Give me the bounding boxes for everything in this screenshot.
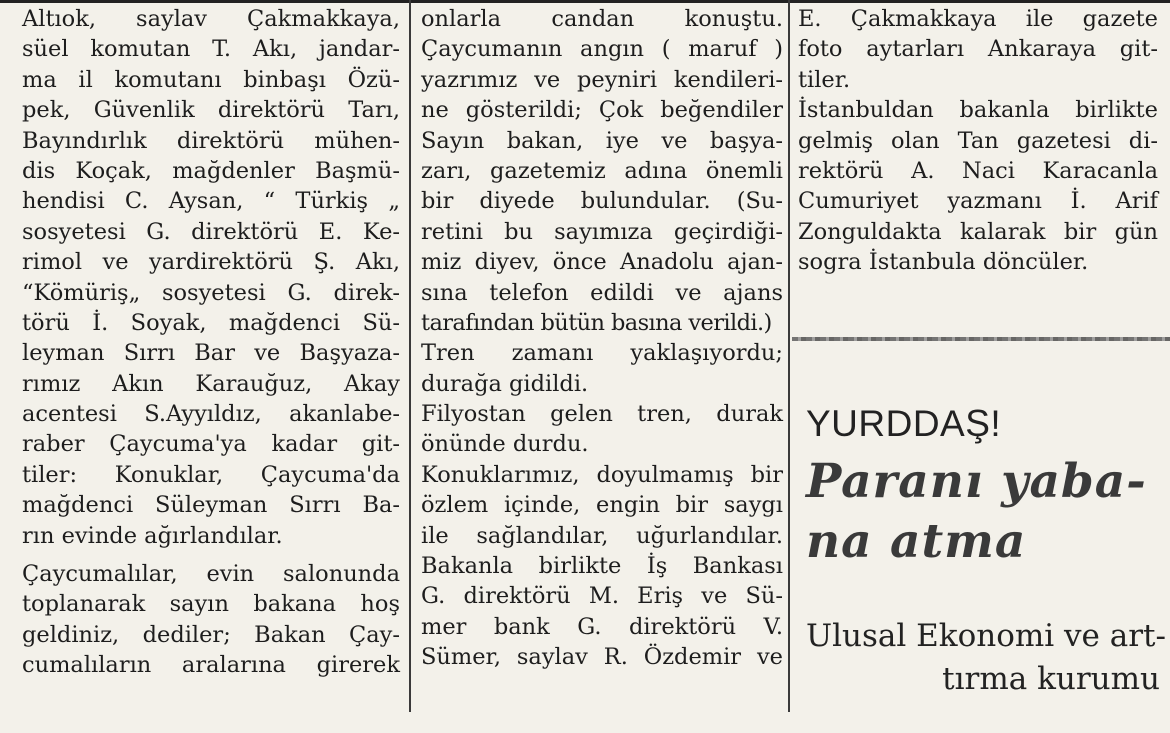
text-line: “Kömüriş„ sosyetesi G. direk- [22,279,400,306]
text-line: Altıok, saylav Çakmakkaya, [22,6,400,32]
text-line: G. direktörü M. Eriş ve Sü- [421,583,783,610]
text-line: miz diyev, önce Anadolu ajan- [421,249,783,276]
text-line: gelmiş olan Tan gazetesi di- [798,127,1158,154]
text-line: mağdenci Süleyman Sırrı Ba- [22,492,400,519]
text-line: tarafından bütün basına verildi.) [421,309,772,336]
text-line: Bayındırlık direktörü mühen- [22,127,400,154]
text-line: leyman Sırrı Bar ve Başyaza- [22,340,400,367]
ad-organization-line: Ulusal Ekonomi ve art- [806,618,1166,654]
text-line: Sayın bakan, iye ve başya- [421,127,783,154]
article-column-3 [798,4,1158,278]
text-line: Cumuriyet yazmanı İ. Arif [798,188,1158,215]
text-line: süel komutan T. Akı, jandar- [22,36,400,63]
text-line: ne gösterildi; Çok beğendiler [421,97,783,124]
text-line: cumalıların aralarına girerek [22,652,400,679]
ad-organization [806,615,1166,701]
text-line: hendisi C. Aysan, “ Türkiş „ [22,188,400,215]
ad-headline: YURDDAŞ! [806,403,1002,444]
text-line: rın evinde ağırlandılar. [22,522,283,549]
text-line: foto aytarları Ankaraya git- [798,36,1158,63]
text-line: rimol ve yardirektörü Ş. Akı, [22,249,400,276]
text-line: önünde durdu. [421,431,589,458]
text-line: Sümer, saylav R. Özdemir ve [421,644,783,671]
text-line: Zonguldakta kalarak bir gün [798,218,1158,245]
ad-slogan [806,452,1166,572]
text-line: zarı, gazetemiz adına önemli [421,157,783,184]
text-line: sogra İstanbula döncüler. [798,249,1089,276]
text-line: Çaycumanın angın ( maruf ) [421,36,783,63]
text-line: geldiniz, dediler; Bakan Çay- [22,621,400,648]
text-line: Çaycumalılar, evin salonunda [22,561,400,588]
ad-slogan-line: na atma [806,514,1027,569]
text-line: ile sağlandılar, uğurlandılar. [421,522,783,549]
text-line: raber Çaycuma'ya kadar git- [22,431,400,458]
text-line: onlarla candan konuştu. [421,6,783,32]
article-column-2 [421,4,783,673]
text-line: sına telefon edildi ve ajans [421,279,783,306]
text-line: E. Çakmakkaya ile gazete [798,6,1158,32]
text-line: sosyetesi G. direktörü E. Ke- [22,218,400,245]
text-line: Tren zamanı yaklaşıyordu; [421,340,783,367]
text-line: Bakanla birlikte İş Bankası [421,553,783,580]
text-line: dis Koçak, mağdenler Başmü- [22,157,400,184]
text-line: rımız Akın Karauğuz, Akay [22,370,400,397]
text-line: rektörü A. Naci Karacanla [798,157,1158,184]
text-line: bir diyede bulundular. (Su- [421,188,783,215]
text-line: tiler: Konuklar, Çaycuma'da [22,461,400,488]
ad-organization-line: tırma kurumu [942,661,1160,697]
paragraph-gap [22,551,400,559]
column-divider [409,0,411,712]
text-line: özlem içinde, engin bir saygı [421,492,783,519]
text-line: Filyostan gelen tren, durak [421,401,783,428]
article-column-1 [22,4,400,681]
column-divider [788,0,790,712]
text-line: yazrımız ve peyniri kendileri- [421,66,783,93]
ad-slogan-line: Paranı yaba- [806,454,1147,509]
text-line: törü İ. Soyak, mağdenci Sü- [22,309,400,336]
text-line: ma il komutanı binbaşı Özü- [22,66,400,93]
text-line: durağa gidildi. [421,370,589,397]
text-line: pek, Güvenlik direktörü Tarı, [22,97,400,124]
text-line: toplanarak sayın bakana hoş [22,591,400,618]
text-line: Konuklarımız, doyulmamış bir [421,461,783,488]
text-line: acentesi S.Ayyıldız, akanlabe- [22,401,400,428]
text-line: mer bank G. direktörü V. [421,613,783,640]
text-line: tiler. [798,66,851,93]
text-line: İstanbuldan bakanla birlikte [798,97,1158,124]
text-line: retini bu sayımıza geçirdiği- [421,218,783,245]
top-border-rule [0,0,1170,3]
section-divider [792,337,1170,341]
